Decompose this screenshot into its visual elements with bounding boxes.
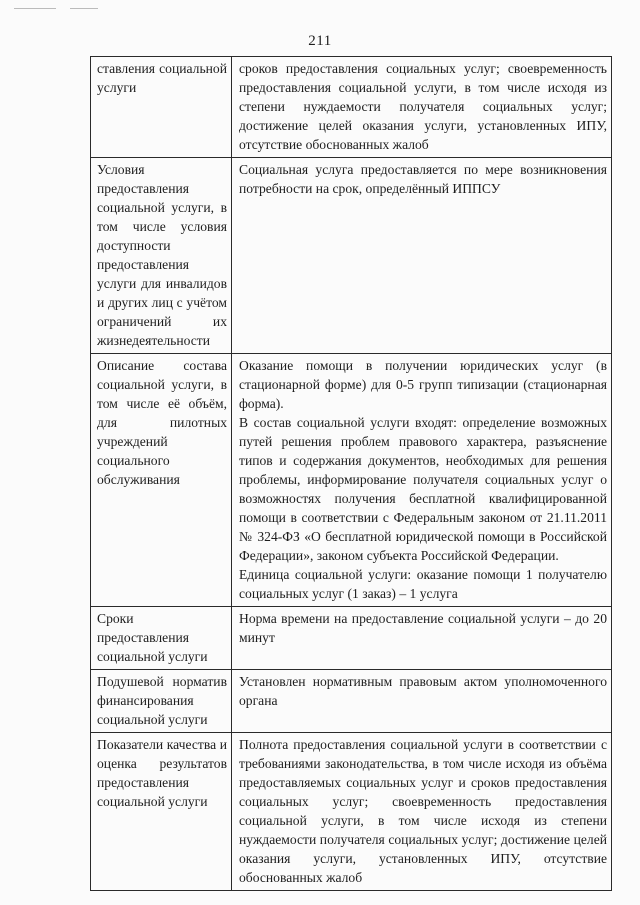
table-row: [91, 354, 612, 607]
row-value-text: Установлен нормативным правовым актом уполномоченного органа: [239, 674, 607, 708]
row-value-text: В состав социальной услуги входят: определение возможных путей решения проблем правового характера, разъяснение типов и содержания документов, необходимых для решения проблемы, информирование получателя социальных услуг о возможностях получения бесплатной квалифицированной помощи в соответствии с Федеральным законом от 21.11.2011 № 324-ФЗ «О бесплатной юридической помощи в Российской Федерации», законом субъекта Российской Федерации.: [239, 415, 607, 563]
row-value: [232, 670, 612, 733]
row-label: Подушевой норматив финансирования социальной услуги: [91, 670, 232, 733]
row-value-text: Полнота предоставления социальной услуги в соответствии с требованиями законодательства, в том числе исходя из объёма предоставляемых социальных услуг и сроков предоставления социальных услуг; своевременность предоставления социальной услуги, в том числе исходя из степени нуждаемости получателя социальных услуг; достижение целей оказания услуги, установленных ИПУ, отсутствие обоснованных жалоб: [239, 737, 607, 885]
table-row: [91, 158, 612, 354]
row-value-text: сроков предоставления социальных услуг; своевременность предоставления социальной услуги, в том числе исходя из степени нуждаемости получателя социальных услуг; достижение целей оказания услуги, установленных ИПУ, отсутствие обоснованных жалоб: [239, 61, 607, 152]
row-value-text: Единица социальной услуги: оказание помощи 1 получателю социальных услуг (1 заказ) – 1 услуга: [239, 567, 607, 601]
row-label: Сроки предоставления социальной услуги: [91, 607, 232, 670]
row-label: Показатели качества и оценка результатов предоставления социальной услуги: [91, 733, 232, 891]
row-label: ставления социальной услуги: [91, 57, 232, 158]
table-row: [91, 733, 612, 891]
row-label: Условия предоставления социальной услуги, в том числе условия доступности предоставления услуги для инвалидов и других лиц с учётом ограничений их жизнедеятельности: [91, 158, 232, 354]
row-value: [232, 158, 612, 354]
service-description-table: [90, 56, 612, 891]
row-value: [232, 607, 612, 670]
row-value-text: Социальная услуга предоставляется по мере возникновения потребности на срок, определённый ИППСУ: [239, 162, 607, 196]
row-value-text: Норма времени на предоставление социальной услуги – до 20 минут: [239, 611, 607, 645]
row-value: [232, 354, 612, 607]
table-row: [91, 57, 612, 158]
table-row: [91, 607, 612, 670]
row-value: [232, 57, 612, 158]
scan-artifact: [70, 8, 98, 9]
scan-artifact: [14, 8, 56, 9]
row-value: [232, 733, 612, 891]
table-row: [91, 670, 612, 733]
row-label: Описание состава социальной услуги, в том числе её объём, для пилотных учреждений социального обслуживания: [91, 354, 232, 607]
row-value-text: Оказание помощи в получении юридических услуг (в стационарной форме) для 0-5 групп типизации (стационарная форма).: [239, 358, 607, 411]
page-number: 211: [308, 33, 332, 49]
